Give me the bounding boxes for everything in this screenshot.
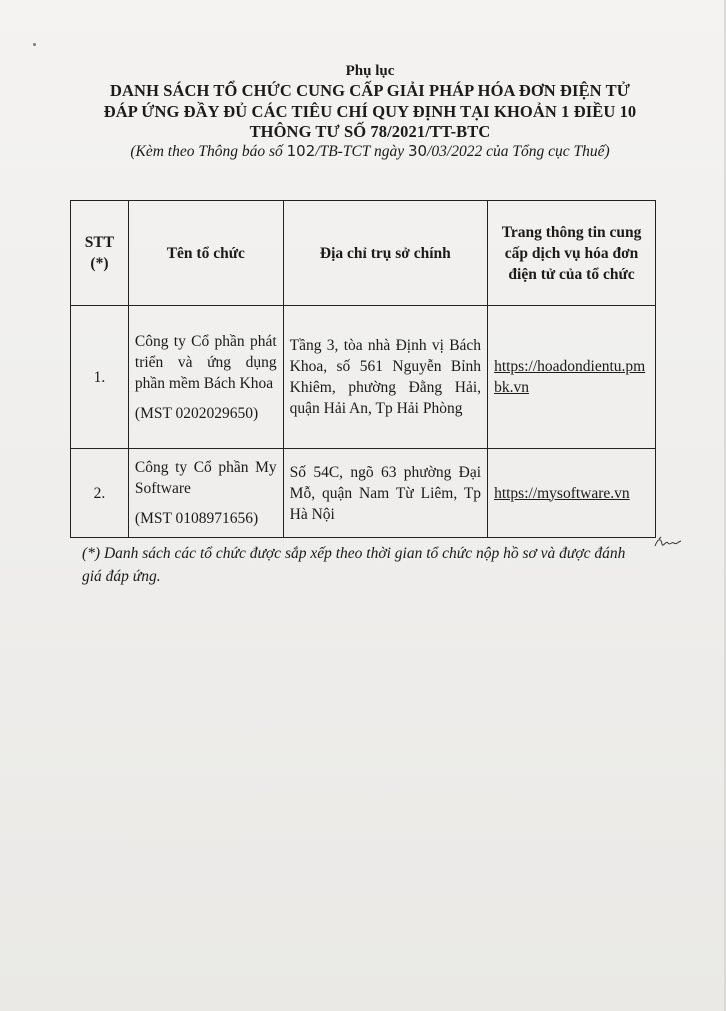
header-stt-label: STT	[84, 234, 115, 251]
row-org	[128, 449, 283, 538]
appendix-label: Phụ lục	[345, 63, 395, 79]
org-tax-code: (MST 0108971656)	[134, 510, 259, 527]
header-address: Địa chỉ trụ sở chính	[283, 201, 487, 306]
title-line-1: DANH SÁCH TỔ CHỨC CUNG CẤP GIẢI PHÁP HÓA ĐƠN ĐIỆN TỬ	[110, 81, 630, 100]
notice-prefix: (Kèm theo Thông báo số	[130, 143, 287, 160]
header-stt	[71, 201, 129, 306]
provider-table	[70, 200, 656, 538]
title-line-3: THÔNG TƯ SỐ 78/2021/TT-BTC	[249, 122, 491, 141]
table-header-row	[71, 201, 656, 306]
org-name: Công ty Cổ phần My Software	[134, 459, 277, 497]
paper-speck	[33, 43, 36, 46]
table-row	[71, 449, 656, 538]
notice-reference	[60, 142, 680, 161]
row-stt: 1.	[71, 306, 129, 449]
footnote: (*) Danh sách các tổ chức được sắp xếp theo thời gian tổ chức nộp hồ sơ và được đánh giá đáp ứng.	[82, 545, 626, 585]
handwritten-notice-day: 30	[408, 142, 428, 160]
title-line-2: ĐÁP ỨNG ĐẦY ĐỦ CÁC TIÊU CHÍ QUY ĐỊNH TẠI KHOẢN 1 ĐIỀU 10	[103, 102, 637, 121]
header-org: Tên tổ chức	[128, 201, 283, 306]
row-address: Số 54C, ngõ 63 phường Đại Mỗ, quận Nam Từ Liêm, Tp Hà Nội	[283, 449, 487, 538]
header-website: Trang thông tin cung cấp dịch vụ hóa đơn điện tử của tổ chức	[488, 201, 656, 306]
header-stt-mark: (*)	[90, 255, 109, 272]
row-website	[488, 449, 656, 538]
handwritten-notice-number: 102	[286, 142, 316, 160]
table-row	[71, 306, 656, 449]
website-link[interactable]: https://mysoftware.vn	[494, 484, 630, 502]
row-website	[488, 306, 656, 449]
notice-suffix: /03/2022 của Tổng cục Thuế)	[427, 143, 610, 160]
initials-scribble	[653, 534, 683, 550]
row-address: Tầng 3, tòa nhà Định vị Bách Khoa, số 561 Nguyễn Bỉnh Khiêm, phường Đằng Hải, quận Hải An, Tp Hải Phòng	[283, 306, 487, 449]
org-tax-code: (MST 0202029650)	[134, 404, 259, 422]
org-name: Công ty Cổ phần phát triển và ứng dụng phần mềm Bách Khoa	[134, 332, 277, 392]
notice-middle: /TB-TCT ngày	[315, 143, 409, 160]
row-org	[128, 306, 283, 449]
website-link[interactable]: https://hoadondientu.pmbk.vn	[494, 358, 646, 396]
row-stt: 2.	[71, 449, 129, 538]
